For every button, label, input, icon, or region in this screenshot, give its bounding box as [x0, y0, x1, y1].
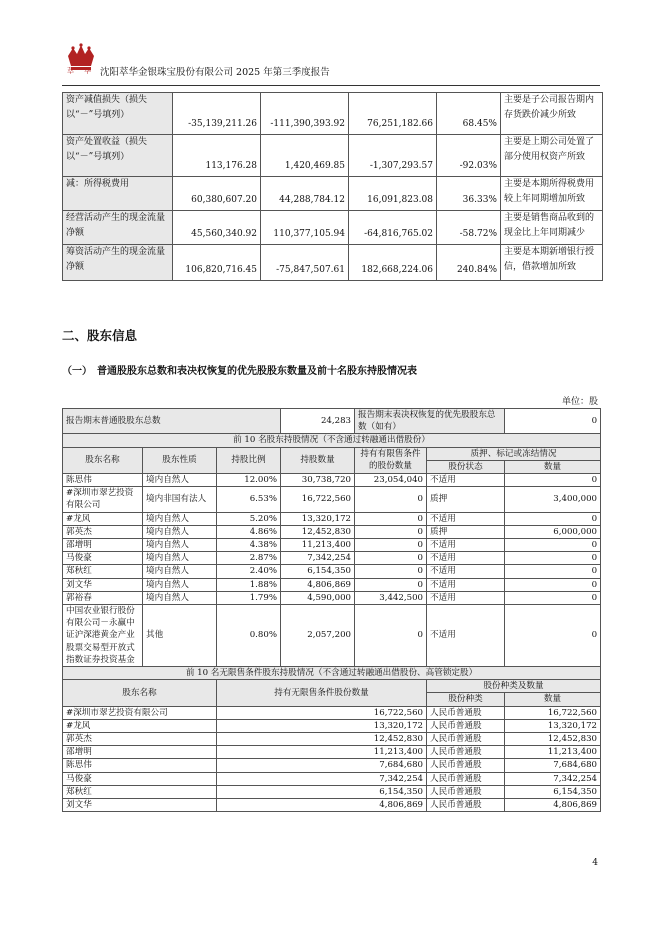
shareholder-row — [63, 578, 601, 591]
col-header-name: 股东名称 — [63, 447, 143, 473]
shareholder-restricted: 0 — [355, 605, 427, 667]
finance-change-percent: 36.33% — [437, 177, 501, 211]
subsection-title: （一） 普通股股东总数和表决权恢复的优先股股东数量及前十名股东持股情况表 — [62, 366, 417, 377]
unrestricted-share-type-qty: 6,154,350 — [505, 785, 601, 798]
unrestricted-share-type-qty: 13,320,172 — [505, 719, 601, 732]
unrestricted-name: #深圳市翠艺投资有限公司 — [63, 706, 217, 719]
unrestricted-share-type: 人民币普通股 — [427, 746, 505, 759]
finance-prior-value: 1,420,469.85 — [261, 135, 349, 177]
summary-row — [63, 409, 601, 434]
finance-row — [63, 135, 603, 177]
finance-prior-value: -111,390,393.92 — [261, 93, 349, 135]
unrestricted-row — [63, 799, 601, 812]
finance-current-value: 113,176.28 — [173, 135, 261, 177]
shareholder-nature: 境内自然人 — [143, 512, 217, 525]
unrestricted-row — [63, 719, 601, 732]
shareholder-row — [63, 474, 601, 487]
shareholder-ratio: 1.88% — [217, 578, 281, 591]
shareholder-quantity: 16,722,560 — [281, 487, 355, 512]
shareholder-row — [63, 565, 601, 578]
shareholder-row — [63, 487, 601, 512]
unrestricted-share-type-qty: 7,684,680 — [505, 759, 601, 772]
top10-header-row — [63, 447, 601, 460]
finance-change-amount: 182,668,224.06 — [349, 245, 437, 281]
shareholder-quantity: 12,452,830 — [281, 525, 355, 538]
unrestricted-quantity: 16,722,560 — [217, 706, 427, 719]
finance-change-amount: 16,091,823.08 — [349, 177, 437, 211]
shareholder-row — [63, 552, 601, 565]
unrestricted-share-type-qty: 7,342,254 — [505, 772, 601, 785]
col-header-u-name: 股东名称 — [63, 680, 217, 706]
finance-current-value: 60,380,607.20 — [173, 177, 261, 211]
shareholder-pledge-status: 不适用 — [427, 578, 505, 591]
shareholder-ratio: 1.79% — [217, 591, 281, 604]
unrestricted-name: 马俊豪 — [63, 772, 217, 785]
unrestricted-quantity: 4,806,869 — [217, 799, 427, 812]
finance-change-amount: -64,816,765.02 — [349, 211, 437, 245]
unrestricted-header-row — [63, 680, 601, 693]
finance-change-percent: 68.45% — [437, 93, 501, 135]
shareholder-name: 郭裕春 — [63, 591, 143, 604]
unrestricted-share-type-qty: 11,213,400 — [505, 746, 601, 759]
col-header-nature: 股东性质 — [143, 447, 217, 473]
shareholder-ratio: 5.20% — [217, 512, 281, 525]
unrestricted-share-type: 人民币普通股 — [427, 772, 505, 785]
shareholder-name: 马俊豪 — [63, 552, 143, 565]
shareholder-pledge-status: 不适用 — [427, 539, 505, 552]
shareholder-nature: 境内自然人 — [143, 539, 217, 552]
finance-change-reason: 主要是本期所得税费用较上年同期增加所致 — [501, 177, 603, 211]
shareholder-ratio: 4.86% — [217, 525, 281, 538]
shareholder-quantity: 4,590,000 — [281, 591, 355, 604]
shareholder-pledge-qty: 3,400,000 — [505, 487, 601, 512]
col-header-pledge-qty: 数量 — [505, 460, 601, 473]
report-header-title: 沈阳萃华金银珠宝股份有限公司 2025 年第三季度报告 — [100, 67, 330, 78]
shareholder-restricted: 0 — [355, 512, 427, 525]
shareholder-name: 郑秋红 — [63, 565, 143, 578]
shareholder-nature: 境内自然人 — [143, 525, 217, 538]
finance-current-value: 45,560,340.92 — [173, 211, 261, 245]
col-header-u-type-group: 股份种类及数量 — [427, 680, 601, 693]
finance-current-value: 106,820,716.45 — [173, 245, 261, 281]
finance-change-amount: 76,251,182.66 — [349, 93, 437, 135]
unrestricted-row — [63, 785, 601, 798]
col-header-u-type: 股份种类 — [427, 693, 505, 706]
finance-change-amount: -1,307,293.57 — [349, 135, 437, 177]
shareholder-restricted: 0 — [355, 539, 427, 552]
unrestricted-share-type: 人民币普通股 — [427, 719, 505, 732]
shareholder-restricted: 0 — [355, 487, 427, 512]
shareholder-name: 郭英杰 — [63, 525, 143, 538]
section-title: 二、股东信息 — [62, 328, 138, 343]
shareholder-restricted: 23,054,040 — [355, 474, 427, 487]
shareholder-name: 陈思伟 — [63, 474, 143, 487]
preferred-holders-value: 0 — [505, 409, 601, 434]
unrestricted-quantity: 13,320,172 — [217, 719, 427, 732]
shareholder-pledge-qty: 0 — [505, 512, 601, 525]
finance-row — [63, 177, 603, 211]
top10-title-row — [63, 434, 601, 447]
unrestricted-row — [63, 706, 601, 719]
shareholder-quantity: 2,057,200 — [281, 605, 355, 667]
shareholder-pledge-status: 不适用 — [427, 591, 505, 604]
shareholder-name: #深圳市翠艺投资有限公司 — [63, 487, 143, 512]
unrestricted-name: 郑秋红 — [63, 785, 217, 798]
shareholder-pledge-qty: 0 — [505, 474, 601, 487]
shareholder-ratio: 6.53% — [217, 487, 281, 512]
shareholder-row — [63, 525, 601, 538]
finance-prior-value: 110,377,105.94 — [261, 211, 349, 245]
shareholder-restricted: 0 — [355, 525, 427, 538]
shareholder-pledge-qty: 0 — [505, 552, 601, 565]
shareholder-row — [63, 539, 601, 552]
shareholder-pledge-status: 质押 — [427, 525, 505, 538]
shareholder-pledge-status: 不适用 — [427, 474, 505, 487]
col-header-quantity: 持股数量 — [281, 447, 355, 473]
shareholder-row — [63, 591, 601, 604]
finance-change-percent: -58.72% — [437, 211, 501, 245]
shareholder-name: 中国农业银行股份有限公司－永赢中证沪深港黄金产业股票交易型开放式指数证券投资基金 — [63, 605, 143, 667]
shareholder-ratio: 2.87% — [217, 552, 281, 565]
shareholder-pledge-qty: 0 — [505, 591, 601, 604]
col-header-pledge-group: 质押、标记或冻结情况 — [427, 447, 601, 460]
unrestricted-row — [63, 772, 601, 785]
finance-row-label: 资产减值损失（损失以“－”号填列） — [63, 93, 173, 135]
shareholder-nature: 其他 — [143, 605, 217, 667]
unrestricted-row — [63, 733, 601, 746]
shareholder-pledge-status: 质押 — [427, 487, 505, 512]
shareholder-ratio: 4.38% — [217, 539, 281, 552]
shareholder-name: #龙风 — [63, 512, 143, 525]
unrestricted-share-type: 人民币普通股 — [427, 706, 505, 719]
finance-change-reason: 主要是上期公司处置了部分使用权资产所致 — [501, 135, 603, 177]
unrestricted-quantity: 7,684,680 — [217, 759, 427, 772]
unrestricted-share-type: 人民币普通股 — [427, 799, 505, 812]
shareholder-nature: 境内自然人 — [143, 565, 217, 578]
shareholder-quantity: 13,320,172 — [281, 512, 355, 525]
unrestricted-title-row — [63, 667, 601, 680]
unrestricted-name: 刘文华 — [63, 799, 217, 812]
shareholder-pledge-qty: 0 — [505, 539, 601, 552]
finance-prior-value: -75,847,507.61 — [261, 245, 349, 281]
unrestricted-share-type: 人民币普通股 — [427, 733, 505, 746]
shareholder-quantity: 4,806,869 — [281, 578, 355, 591]
unrestricted-share-type-qty: 16,722,560 — [505, 706, 601, 719]
shareholder-ratio: 0.80% — [217, 605, 281, 667]
shareholder-nature: 境内自然人 — [143, 474, 217, 487]
shareholder-quantity: 30,738,720 — [281, 474, 355, 487]
unrestricted-share-type-qty: 12,452,830 — [505, 733, 601, 746]
finance-row-label: 资产处置收益（损失以“－”号填列） — [63, 135, 173, 177]
shareholder-row — [63, 605, 601, 667]
shareholder-pledge-qty: 0 — [505, 605, 601, 667]
finance-row — [63, 211, 603, 245]
shareholder-name: 邵增明 — [63, 539, 143, 552]
total-holders-value: 24,283 — [281, 409, 355, 434]
page-number: 4 — [592, 858, 598, 868]
shareholder-restricted: 0 — [355, 565, 427, 578]
preferred-holders-label: 报告期末表决权恢复的优先股股东总数（如有） — [355, 409, 505, 434]
shareholder-restricted: 3,442,500 — [355, 591, 427, 604]
finance-row-label: 筹资活动产生的现金流量净额 — [63, 245, 173, 281]
col-header-u-qty: 持有无限售条件股份数量 — [217, 680, 427, 706]
col-header-u-type-qty: 数量 — [505, 693, 601, 706]
finance-row — [63, 93, 603, 135]
unrestricted-row — [63, 746, 601, 759]
col-header-pledge-status: 股份状态 — [427, 460, 505, 473]
finance-change-reason: 主要是子公司报告期内存货跌价减少所致 — [501, 93, 603, 135]
shareholder-ratio: 2.40% — [217, 565, 281, 578]
shareholder-quantity: 6,154,350 — [281, 565, 355, 578]
finance-row — [63, 245, 603, 281]
finance-change-reason: 主要是销售商品收到的现金比上年同期减少 — [501, 211, 603, 245]
page-header — [62, 40, 600, 84]
shareholder-quantity: 11,213,400 — [281, 539, 355, 552]
total-holders-label: 报告期末普通股股东总数 — [63, 409, 281, 434]
unrestricted-quantity: 6,154,350 — [217, 785, 427, 798]
shareholder-pledge-status: 不适用 — [427, 552, 505, 565]
finance-row-label: 减：所得税费用 — [63, 177, 173, 211]
unrestricted-quantity: 7,342,254 — [217, 772, 427, 785]
unrestricted-share-type: 人民币普通股 — [427, 785, 505, 798]
shareholder-nature: 境内自然人 — [143, 591, 217, 604]
shareholder-table — [62, 408, 601, 812]
shareholder-nature: 境内自然人 — [143, 578, 217, 591]
finance-change-percent: -92.03% — [437, 135, 501, 177]
shareholder-pledge-qty: 0 — [505, 578, 601, 591]
header-divider — [62, 85, 600, 86]
shareholder-pledge-status: 不适用 — [427, 512, 505, 525]
finance-change-reason: 主要是本期新增银行授信，借款增加所致 — [501, 245, 603, 281]
col-header-restricted: 持有有限售条件的股份数量 — [355, 447, 427, 473]
finance-prior-value: 44,288,784.12 — [261, 177, 349, 211]
finance-current-value: -35,139,211.26 — [173, 93, 261, 135]
unrestricted-share-type: 人民币普通股 — [427, 759, 505, 772]
shareholder-pledge-status: 不适用 — [427, 605, 505, 667]
shareholder-row — [63, 512, 601, 525]
shareholder-restricted: 0 — [355, 552, 427, 565]
finance-change-percent: 240.84% — [437, 245, 501, 281]
unrestricted-name: 陈思伟 — [63, 759, 217, 772]
shareholder-ratio: 12.00% — [217, 474, 281, 487]
shareholder-pledge-status: 不适用 — [427, 565, 505, 578]
unrestricted-row — [63, 759, 601, 772]
shareholder-nature: 境内自然人 — [143, 552, 217, 565]
financial-change-table — [62, 92, 603, 281]
unrestricted-share-type-qty: 4,806,869 — [505, 799, 601, 812]
unit-label: 单位：股 — [561, 397, 598, 407]
shareholder-quantity: 7,342,254 — [281, 552, 355, 565]
unrestricted-quantity: 11,213,400 — [217, 746, 427, 759]
shareholder-restricted: 0 — [355, 578, 427, 591]
shareholder-name: 刘文华 — [63, 578, 143, 591]
shareholder-pledge-qty: 6,000,000 — [505, 525, 601, 538]
unrestricted-name: #龙风 — [63, 719, 217, 732]
col-header-ratio: 持股比例 — [217, 447, 281, 473]
shareholder-nature: 境内非国有法人 — [143, 487, 217, 512]
unrestricted-quantity: 12,452,830 — [217, 733, 427, 746]
unrestricted-name: 郭英杰 — [63, 733, 217, 746]
shareholder-pledge-qty: 0 — [505, 565, 601, 578]
unrestricted-title: 前 10 名无限售条件股东持股情况（不含通过转融通出借股份、高管锁定股） — [63, 667, 601, 680]
top10-title: 前 10 名股东持股情况（不含通过转融通出借股份） — [63, 434, 601, 447]
finance-row-label: 经营活动产生的现金流量净额 — [63, 211, 173, 245]
unrestricted-name: 邵增明 — [63, 746, 217, 759]
logo-text: 萃华 — [67, 67, 101, 75]
